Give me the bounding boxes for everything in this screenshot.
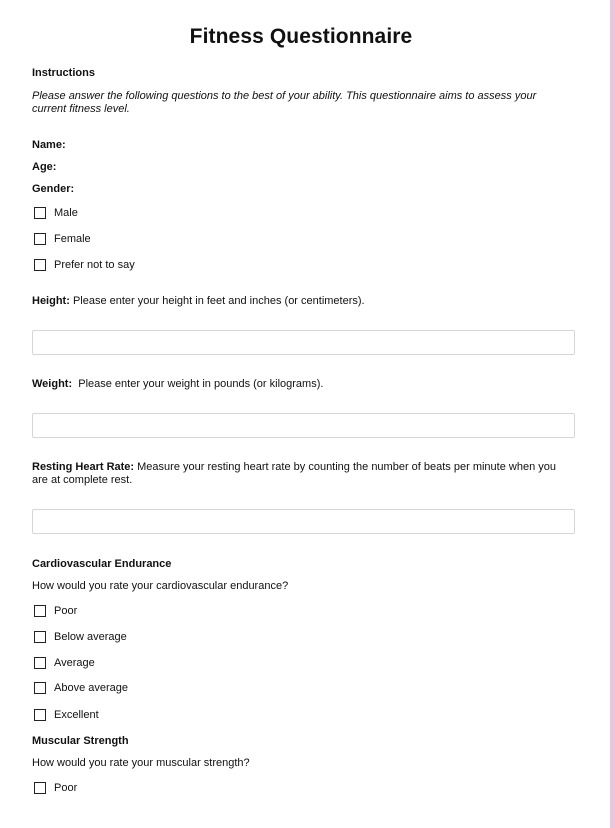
height-input[interactable] bbox=[32, 330, 575, 355]
option-label: Male bbox=[54, 206, 78, 219]
gender-option-female[interactable] bbox=[34, 232, 91, 246]
gender-option-male[interactable] bbox=[34, 206, 78, 220]
checkbox[interactable] bbox=[34, 605, 46, 617]
cardio-question: How would you rate your cardiovascular endurance? bbox=[32, 580, 289, 592]
checkbox[interactable] bbox=[34, 657, 46, 669]
checkbox[interactable] bbox=[34, 631, 46, 643]
option-label: Female bbox=[54, 232, 91, 245]
page-title: Fitness Questionnaire bbox=[189, 25, 413, 48]
instructions-text: Please answer the following questions to the best of your ability. This questionnaire aims to assess your current fitness level. bbox=[32, 90, 537, 115]
age-label: Age: bbox=[32, 161, 57, 173]
option-label: Poor bbox=[54, 604, 78, 617]
cardio-option-above-average[interactable] bbox=[34, 681, 128, 695]
strength-question: How would you rate your muscular strength? bbox=[32, 757, 250, 769]
checkbox[interactable] bbox=[34, 259, 46, 271]
option-label: Above average bbox=[54, 681, 128, 694]
option-label: Poor bbox=[54, 781, 78, 794]
heart-rate-input[interactable] bbox=[32, 509, 575, 534]
checkbox[interactable] bbox=[34, 207, 46, 219]
height-label: Height: bbox=[32, 295, 70, 307]
option-label: Average bbox=[54, 656, 95, 669]
weight-prompt bbox=[32, 378, 572, 391]
option-label: Prefer not to say bbox=[54, 258, 135, 271]
cardio-option-below-average[interactable] bbox=[34, 630, 127, 644]
cardio-heading: Cardiovascular Endurance bbox=[32, 558, 172, 570]
name-label: Name: bbox=[32, 139, 66, 151]
strength-option-poor[interactable] bbox=[34, 781, 77, 795]
checkbox[interactable] bbox=[34, 682, 46, 694]
checkbox[interactable] bbox=[34, 782, 46, 794]
weight-input[interactable] bbox=[32, 413, 575, 438]
height-prompt bbox=[32, 295, 572, 308]
height-text: Please enter your height in feet and inches (or centimeters). bbox=[69, 295, 365, 307]
weight-text: Please enter your weight in pounds (or kilograms). bbox=[72, 378, 324, 390]
cardio-option-poor[interactable] bbox=[34, 604, 77, 618]
checkbox[interactable] bbox=[34, 233, 46, 245]
gender-label: Gender: bbox=[32, 183, 75, 195]
cardio-option-excellent[interactable] bbox=[34, 708, 99, 722]
checkbox[interactable] bbox=[34, 709, 46, 721]
option-label: Below average bbox=[54, 630, 127, 643]
instructions-heading: Instructions bbox=[32, 67, 95, 79]
gender-option-prefer-not[interactable] bbox=[34, 258, 135, 272]
option-label: Excellent bbox=[54, 708, 99, 721]
heart-rate-label: Resting Heart Rate: bbox=[32, 461, 135, 473]
page-edge-accent bbox=[610, 0, 615, 828]
cardio-option-average[interactable] bbox=[34, 656, 95, 670]
heart-rate-prompt bbox=[32, 461, 562, 487]
heart-rate-text: Measure your resting heart rate by counting the number of beats per minute when you are at complete rest. bbox=[32, 461, 556, 486]
weight-label: Weight: bbox=[32, 378, 73, 390]
strength-heading: Muscular Strength bbox=[32, 735, 129, 747]
